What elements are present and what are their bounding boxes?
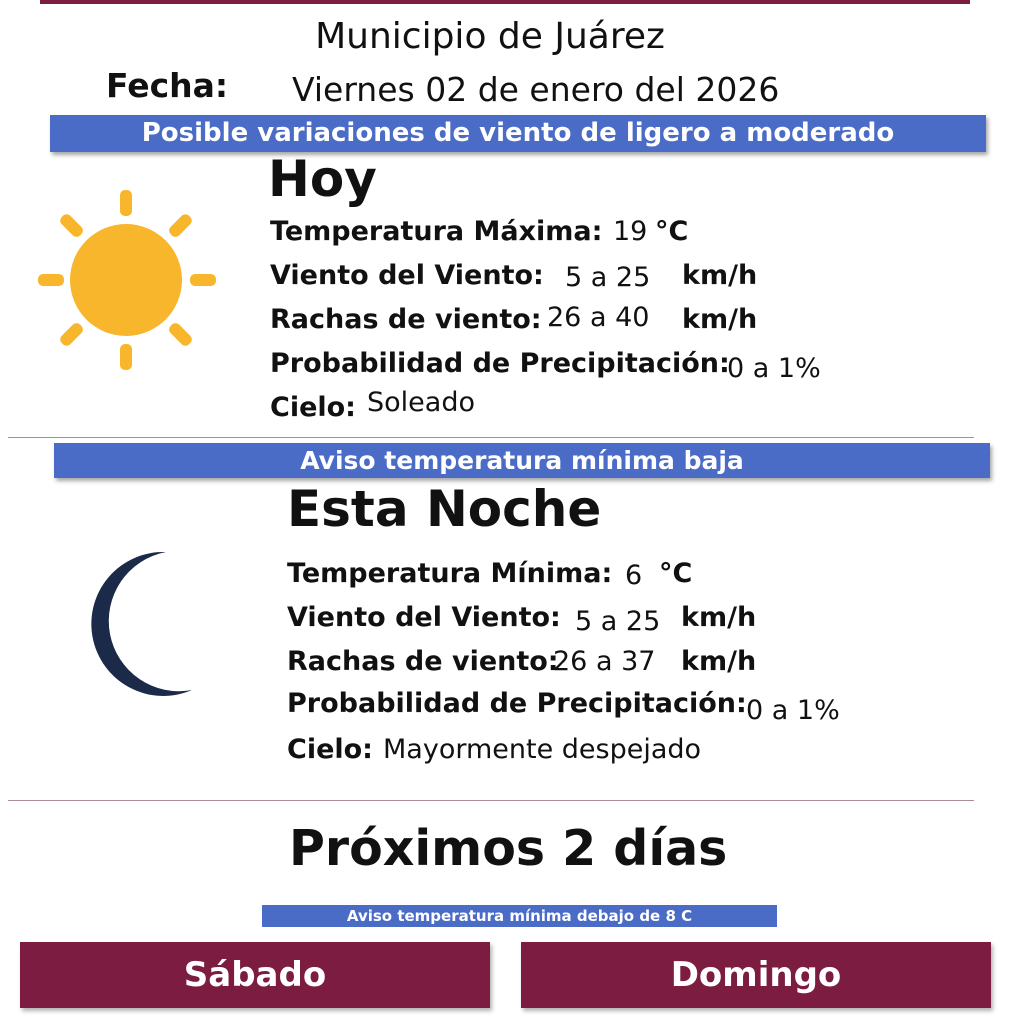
wind-advisory-banner: Posible variaciones de viento de ligero a moderado: [50, 115, 986, 152]
tonight-precip-label: Probabilidad de Precipitación:: [287, 688, 747, 719]
today-precip-value: 0 a 1%: [727, 353, 821, 384]
tonight-temp-label: Temperatura Mínima:: [287, 558, 613, 589]
moon-icon: [70, 548, 196, 700]
top-accent-bar: [40, 0, 970, 4]
tonight-title: Esta Noche: [287, 480, 602, 538]
sun-icon: [38, 188, 216, 372]
tonight-gust-value: 26 a 37: [553, 646, 656, 677]
low-temp-banner: Aviso temperatura mínima baja: [54, 443, 990, 478]
next-days-title: Próximos 2 días: [289, 820, 728, 877]
today-gust-value: 26 a 40: [547, 302, 650, 333]
today-temp-value: 19: [613, 216, 648, 247]
tonight-sky-label: Cielo:: [287, 734, 373, 765]
next-days-banner: Aviso temperatura mínima debajo de 8 C: [262, 905, 777, 927]
today-title: Hoy: [268, 150, 377, 208]
today-gust-unit: km/h: [682, 304, 758, 335]
section-divider: [8, 800, 974, 801]
tonight-gust-unit: km/h: [681, 646, 757, 677]
tonight-gust-label: Rachas de viento:: [287, 646, 559, 677]
tonight-wind-label: Viento del Viento:: [287, 602, 561, 633]
fecha-value: Viernes 02 de enero del 2026: [292, 70, 780, 109]
tonight-wind-unit: km/h: [681, 602, 757, 633]
today-gust-label: Rachas de viento:: [270, 304, 542, 335]
today-wind-value: 5 a 25: [565, 262, 651, 293]
tonight-sky-value: Mayormente despejado: [383, 734, 702, 765]
today-temp-label: Temperatura Máxima:: [270, 216, 603, 247]
today-sky-value: Soleado: [367, 387, 475, 418]
tonight-precip-value: 0 a 1%: [746, 695, 840, 726]
section-divider: [8, 437, 974, 438]
today-temp-unit: °C: [655, 216, 689, 247]
today-wind-label: Viento del Viento:: [270, 260, 544, 291]
fecha-label: Fecha:: [106, 66, 229, 105]
tonight-temp-unit: °C: [659, 558, 693, 589]
tonight-temp-value: 6: [625, 560, 643, 591]
tonight-wind-value: 5 a 25: [575, 606, 661, 637]
today-sky-label: Cielo:: [270, 392, 356, 423]
today-precip-label: Probabilidad de Precipitación:: [270, 348, 730, 379]
day-button-sabado[interactable]: Sábado: [20, 942, 490, 1008]
municipio-title: Municipio de Juárez: [315, 16, 665, 57]
today-wind-unit: km/h: [682, 260, 758, 291]
day-button-domingo[interactable]: Domingo: [521, 942, 991, 1008]
